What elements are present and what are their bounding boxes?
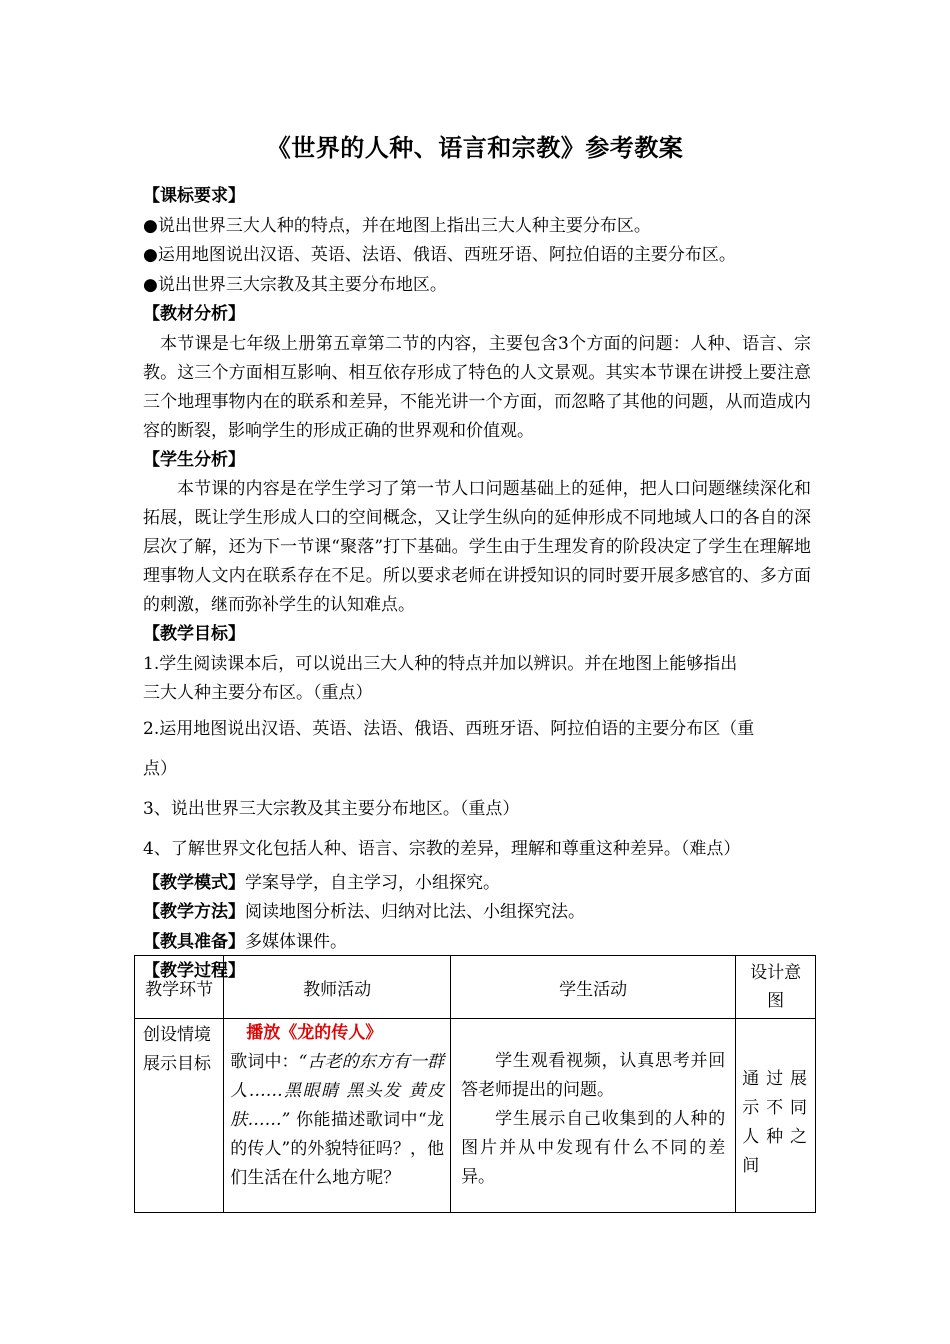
process-table bbox=[134, 955, 816, 1213]
row-design-cell: 通过展示不同人种之间 bbox=[736, 1019, 816, 1213]
goal-1-line-1: 1.学生阅读课本后，可以说出三大人种的特点并加以辨识。并在地图上能够指出 bbox=[143, 653, 738, 674]
goal-3: 3、说出世界三大宗教及其主要分布地区。（重点） bbox=[143, 798, 520, 819]
header-teacher: 教师活动 bbox=[224, 956, 451, 1019]
teaching-mode-heading: 【教学模式】 bbox=[143, 872, 245, 893]
student-activity-2: 学生展示自己收集到的人种的图片并从中发现有什么不同的差异。 bbox=[461, 1109, 726, 1187]
table-header-row bbox=[135, 956, 816, 1019]
textbook-paragraph: 本节课是七年级上册第五章第二节的内容，主要包含3个方面的问题：人种、语言、宗教。这三个方面相互影响、相互依存形成了特色的人文景观。其实本节课在讲授上要注意三个地理事物内在的联系和差异，不能光讲一个方面，而忽略了其他的问题，从而造成内容的断裂，影响学生的形成正确的世界观和价值观。 bbox=[143, 333, 811, 441]
teaching-tools bbox=[143, 928, 811, 958]
student-activity-1: 学生观看视频，认真思考并回答老师提出的问题。 bbox=[461, 1051, 726, 1100]
goal-4: 4、了解世界文化包括人种、语言、宗教的差异，理解和尊重这种差异。（难点） bbox=[143, 838, 741, 859]
teaching-method bbox=[143, 898, 811, 928]
row-stage-line-2: 展示目标 bbox=[143, 1054, 211, 1074]
section-heading-goals: 【教学目标】 bbox=[143, 624, 245, 644]
goal-2-line-1: 2.运用地图说出汉语、英语、法语、俄语、西班牙语、阿拉伯语的主要分布区（重 bbox=[143, 718, 755, 739]
section-heading-students: 【学生分析】 bbox=[143, 449, 245, 470]
students-paragraph: 本节课的内容是在学生学习了第一节人口问题基础上的延伸，把人口问题继续深化和拓展，既让学生形成人口的空间概念，又让学生纵向的延伸形成不同地域人口的各自的深层次了解，还为下一节课“聚落”打下基础。学生由于生理发育的阶段决定了学生在理解地理事物人文内在联系存在不足。所以要求老师在讲授知识的同时要开展多感官的、多方面的刺激，继而弥补学生的认知难点。 bbox=[143, 479, 811, 615]
header-student: 学生活动 bbox=[451, 956, 736, 1019]
teaching-method-text: 阅读地图分析法、归纳对比法、小组探究法。 bbox=[245, 902, 585, 922]
teacher-lyric: “古老的东方有一群人……黑眼睛 黑头发 黄皮肤……” bbox=[230, 1052, 445, 1130]
section-heading-curriculum: 【课标要求】 bbox=[143, 186, 245, 206]
teaching-mode-text: 学案导学，自主学习，小组探究。 bbox=[245, 872, 500, 893]
teaching-mode bbox=[143, 869, 811, 899]
teacher-intro: 歌词中： bbox=[230, 1052, 299, 1072]
row-student-cell bbox=[451, 1019, 736, 1213]
section-heading-textbook: 【教材分析】 bbox=[143, 304, 245, 324]
row-teacher-cell bbox=[224, 1019, 451, 1213]
section-heading-process: 【教学过程】 bbox=[143, 961, 245, 981]
teaching-method-heading: 【教学方法】 bbox=[143, 902, 245, 922]
header-design: 设计意图 bbox=[736, 956, 816, 1019]
curriculum-item: ●说出世界三大人种的特点，并在地图上指出三大人种主要分布区。 bbox=[143, 215, 651, 236]
teacher-highlight: 播放《龙的传人》 bbox=[246, 1023, 383, 1043]
curriculum-item: ●运用地图说出汉语、英语、法语、俄语、西班牙语、阿拉伯语的主要分布区。 bbox=[143, 245, 736, 265]
goal-1-line-2: 三大人种主要分布区。（重点） bbox=[143, 683, 373, 703]
table-row bbox=[135, 1019, 816, 1213]
row-stage-line-1: 创设情境 bbox=[143, 1025, 211, 1045]
curriculum-item: ●说出世界三大宗教及其主要分布地区。 bbox=[143, 274, 447, 295]
goal-2-line-2: 点） bbox=[143, 758, 177, 779]
teaching-tools-text: 多媒体课件。 bbox=[245, 931, 347, 952]
header-stage: 教学环节 bbox=[135, 956, 224, 1019]
teaching-tools-heading: 【教具准备】 bbox=[143, 931, 245, 952]
document-title: 《世界的人种、语言和宗教》参考教案 bbox=[266, 133, 684, 162]
teacher-text bbox=[230, 1048, 444, 1193]
teacher-question: 你能描述歌词中“龙的传人”的外貌特征吗？，他们生活在什么地方呢？ bbox=[230, 1110, 445, 1188]
row-stage-cell bbox=[135, 1019, 224, 1213]
document-body bbox=[143, 182, 811, 987]
